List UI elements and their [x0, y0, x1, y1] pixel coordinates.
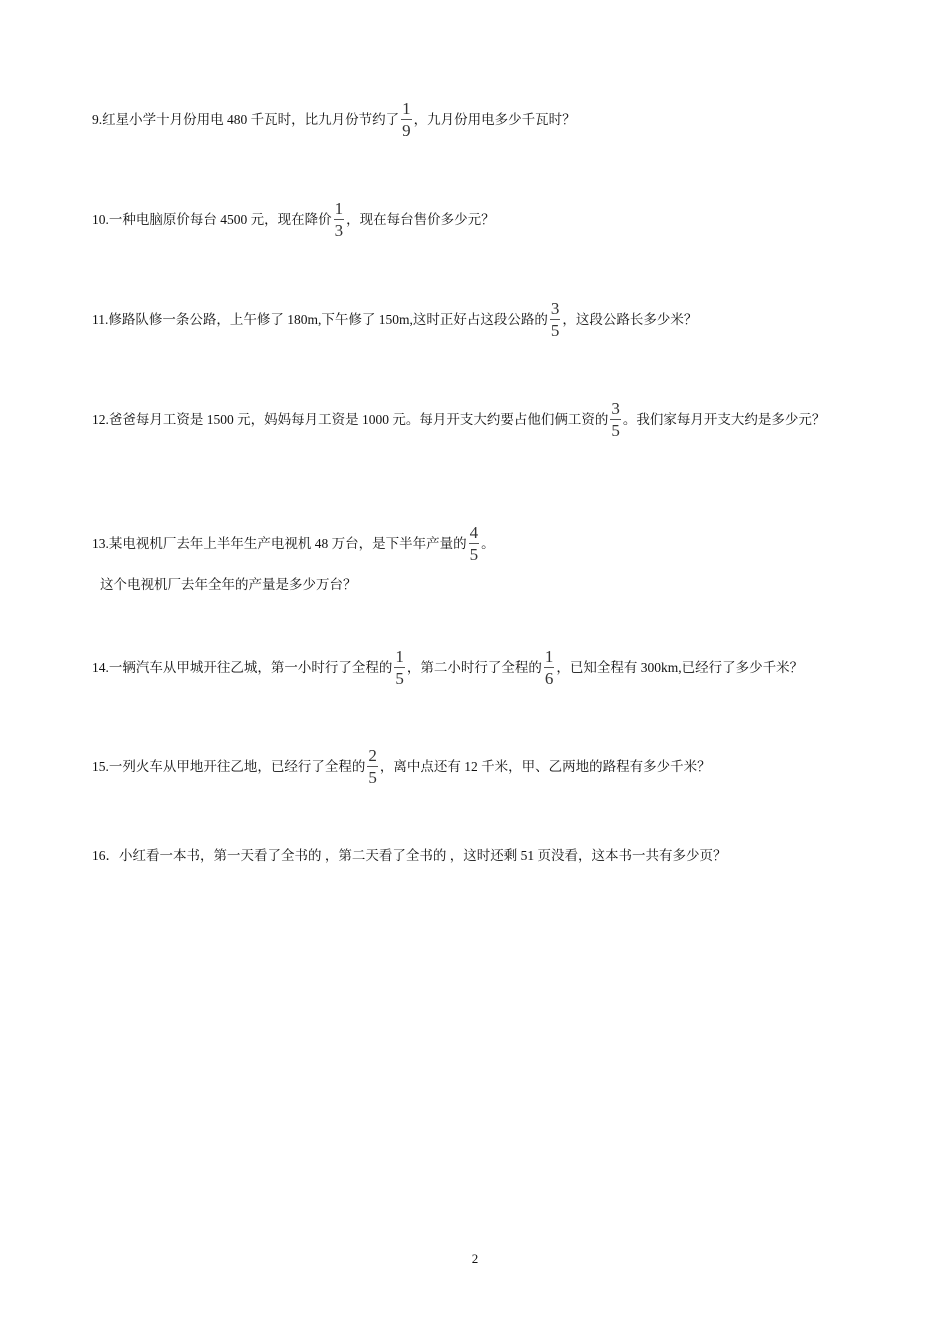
problem-14-text: 14.一辆汽车从甲城开往乙城，第一小时行了全程的 [92, 659, 393, 675]
problem-15-text-end: ，离中点还有 12 千米，甲、乙两地的路程有多少千米？ [379, 758, 711, 774]
fraction-denominator: 5 [550, 321, 560, 340]
problem-13 [92, 524, 495, 563]
fraction-denominator: 5 [395, 669, 404, 688]
fraction-denominator: 6 [544, 669, 554, 688]
problem-16-text: 16．小红看一本书，第一天看了全书的 ，第二天看了全书的 ，这时还剩 51 页没看，这本书一共有多少页？ [92, 848, 727, 864]
problem-10 [92, 200, 495, 239]
problem-14-text-end: ，已知全程有 300km,已经行了多少千米？ [556, 659, 804, 675]
problem-16 [92, 848, 727, 863]
fraction-numerator: 1 [402, 99, 411, 118]
fraction-numerator: 3 [550, 299, 560, 318]
problem-14-text-mid: ，第二小时行了全程的 [406, 659, 542, 675]
fraction-numerator: 1 [544, 647, 554, 666]
problem-11-text: 11.修路队修一条公路，上午修了 180m,下午修了 150m,这时正好占这段公路的 [92, 311, 548, 327]
problem-10-text-end: ，现在每台售价多少元？ [346, 211, 495, 227]
problem-15 [92, 747, 711, 786]
problem-14 [92, 648, 803, 687]
fraction-denominator: 5 [611, 421, 620, 440]
problem-13-text: 13.某电视机厂去年上半年生产电视机 48 万台，是下半年产量的 [92, 535, 467, 551]
page-number: 2 [471, 1251, 479, 1266]
fraction [550, 300, 561, 339]
problem-9-text-end: ，九月份用电多少千瓦时？ [413, 111, 576, 127]
problem-11 [92, 300, 697, 339]
problem-13-text-end: 。 [481, 535, 495, 551]
fraction-numerator: 2 [368, 746, 377, 765]
problem-15-text: 15.一列火车从甲地开往乙地，已经行了全程的 [92, 758, 366, 774]
problem-13-continuation: 这个电视机厂去年全年的产量是多少万台？ [100, 577, 357, 592]
problem-12 [92, 400, 825, 439]
problem-11-text-end: ，这段公路长多少米？ [562, 311, 698, 327]
fraction [469, 524, 480, 563]
fraction-denominator: 9 [402, 121, 411, 140]
fraction [334, 200, 345, 239]
fraction-denominator: 5 [469, 545, 479, 564]
fraction-numerator: 4 [469, 523, 479, 542]
fraction-numerator: 1 [395, 647, 404, 666]
problem-10-text: 10.一种电脑原价每台 4500 元，现在降价 [92, 211, 332, 227]
problem-9 [92, 100, 576, 139]
fraction [544, 648, 555, 687]
problem-12-text: 12.爸爸每月工资是 1500 元，妈妈每月工资是 1000 元。每月开支大约要占他们俩工资的 [92, 411, 609, 427]
problem-9-text: 9.红星小学十月份用电 480 千瓦时，比九月份节约了 [92, 111, 400, 127]
fraction-numerator: 1 [334, 199, 344, 218]
fraction-numerator: 3 [611, 399, 620, 418]
fraction [394, 648, 405, 687]
fraction-denominator: 3 [334, 221, 344, 240]
problem-12-text-end: 。我们家每月开支大约是多少元？ [622, 411, 826, 427]
fraction [610, 400, 621, 439]
fraction [401, 100, 412, 139]
fraction [367, 747, 378, 786]
fraction-denominator: 5 [368, 768, 377, 787]
